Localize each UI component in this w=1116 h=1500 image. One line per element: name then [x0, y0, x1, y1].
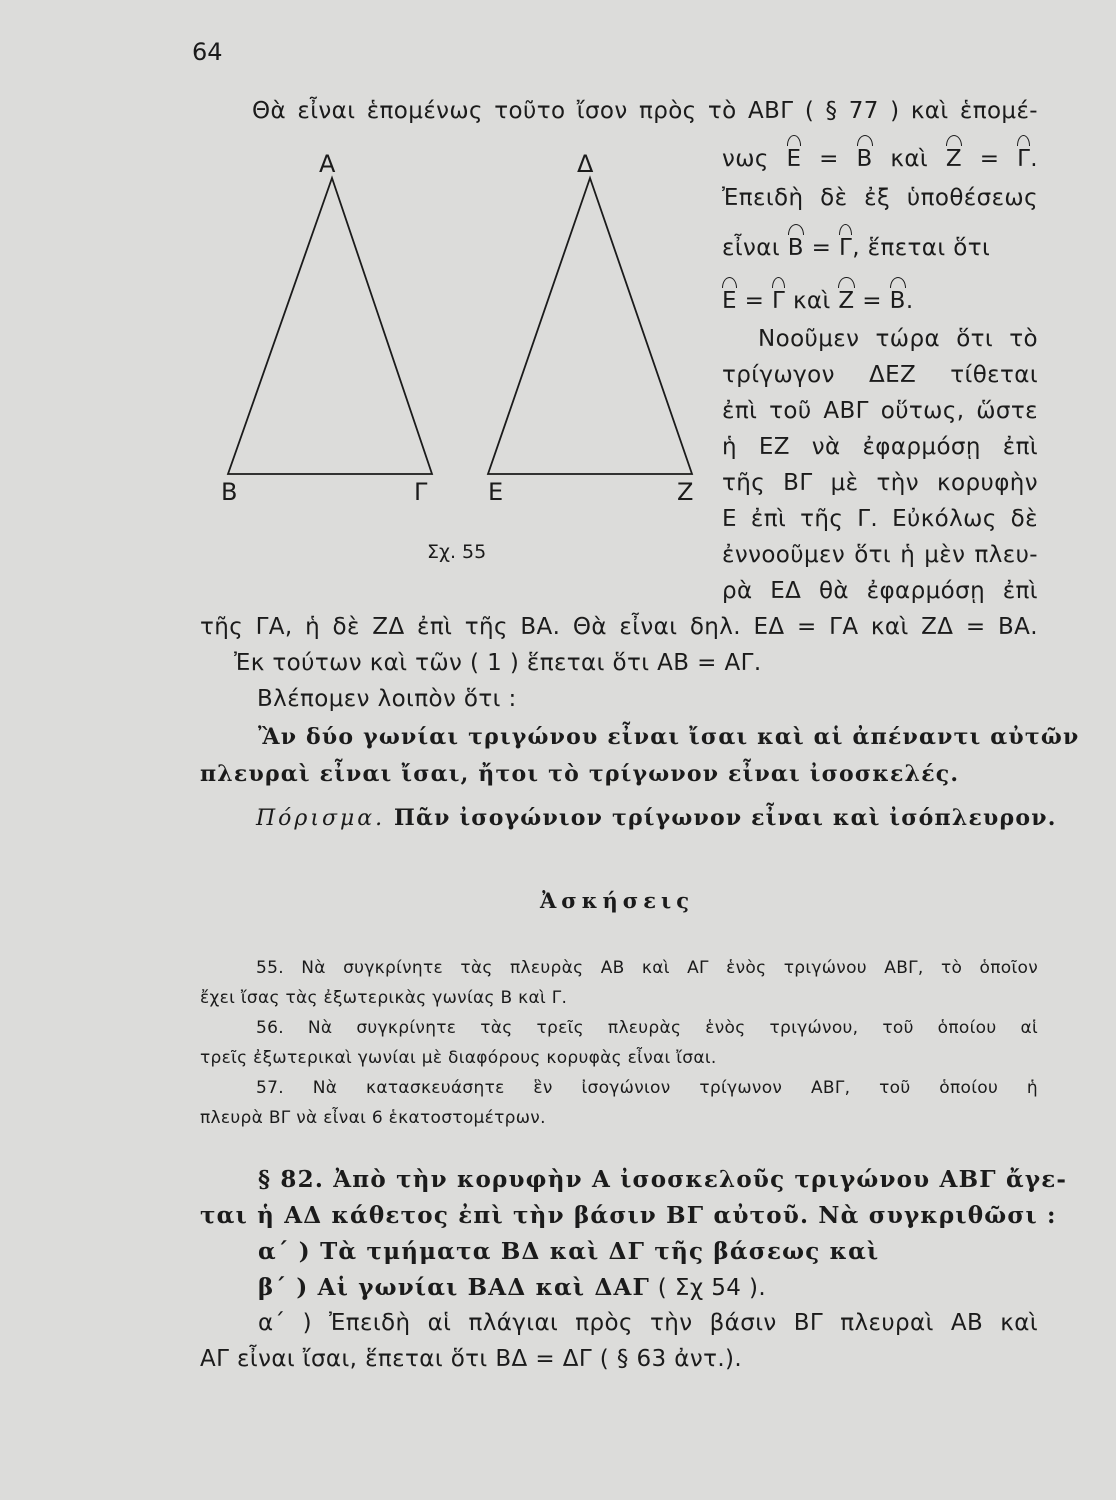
vertex-label-B: Β: [221, 478, 238, 506]
text-line-2: νως Ε = Β καὶ Ζ = Γ.: [722, 146, 1039, 172]
text-line-3: Ἐπειδὴ δὲ ἐξ ὑποθέσεως: [722, 185, 1038, 211]
section-82-item-a: α΄ ) Τὰ τμήματα ΒΔ καὶ ΔΓ τῆς βάσεως καὶ: [258, 1238, 880, 1265]
proof-line-1: α΄ ) Ἐπειδὴ αἱ πλάγιαι πρὸς τὴν βάσιν ΒΓ πλευραὶ ΑΒ καὶ: [258, 1310, 1038, 1336]
text-line-12: ἐννοοῦμεν ὅτι ἡ μὲν πλευ-: [722, 542, 1038, 568]
triangle-ABG: [228, 178, 432, 474]
page-number: 64: [192, 38, 223, 66]
angle-arc-B: Β: [856, 146, 873, 172]
corollary-label: Πόρισμα.: [256, 806, 386, 831]
angle-arc-Z3: Ζ: [838, 288, 855, 314]
angle-arc-G3: Γ: [772, 288, 786, 314]
text-line-9: ἡ ΕΖ νὰ ἐφαρμόσῃ ἐπὶ: [722, 434, 1038, 460]
angle-arc-Z: Ζ: [945, 146, 962, 172]
text-line-10: τῆς ΒΓ μὲ τὴν κορυφὴν: [722, 470, 1038, 496]
text-line-15: Ἐκ τούτων καὶ τῶν ( 1 ) ἕπεται ὅτι ΑΒ = ΑΓ.: [234, 650, 762, 676]
vertex-label-E: Ε: [488, 478, 504, 506]
section-82-item-b: β΄ ) Αἱ γωνίαι ΒΑΔ καὶ ΔΑΓ ( Σχ 54 ).: [258, 1274, 767, 1301]
proof-line-2: ΑΓ εἶναι ἴσαι, ἕπεται ὅτι ΒΔ = ΔΓ ( § 63 ἀντ.).: [200, 1346, 743, 1372]
text-line-6: Νοοῦμεν τώρα ὅτι τὸ: [758, 326, 1038, 352]
corollary-text: Πᾶν ἰσογώνιον τρίγωνον εἶναι καὶ ἰσόπλευρον.: [385, 805, 1057, 831]
exercise-55-line-1: 55. Νὰ συγκρίνητε τὰς πλευρὰς ΑΒ καὶ ΑΓ ἑνὸς τριγώνου ΑΒΓ, τὸ ὁποῖον: [256, 958, 1038, 978]
text-line-5: Ε = Γ καὶ Ζ = Β.: [722, 288, 914, 314]
text-line-8: ἐπὶ τοῦ ΑΒΓ οὕτως, ὥστε: [722, 398, 1038, 424]
text-line-7: τρίγωγον ΔΕΖ τίθεται: [722, 362, 1038, 388]
exercises-heading: Ἀσκήσεις: [540, 888, 694, 913]
corollary-line: [256, 805, 1057, 831]
vertex-label-Z: Ζ: [677, 478, 694, 506]
text-line-4: εἶναι Β = Γ, ἕπεται ὅτι: [722, 235, 991, 261]
exercise-56-line-2: τρεῖς ἐξωτερικαὶ γωνίαι μὲ διαφόρους κορυφὰς εἶναι ἴσαι.: [200, 1048, 717, 1068]
angle-arc-B3: Β: [889, 288, 906, 314]
vertex-label-G: Γ: [414, 478, 428, 506]
text-line-14: τῆς ΓΑ, ἡ δὲ ΖΔ ἐπὶ τῆς ΒΑ. Θὰ εἶναι δηλ. ΕΔ = ΓΑ καὶ ΖΔ = ΒΑ.: [200, 614, 1038, 640]
exercise-57-line-1: 57. Νὰ κατασκευάσητε ἓν ἰσογώνιον τρίγωνον ΑΒΓ, τοῦ ὁποίου ἡ: [256, 1078, 1038, 1098]
angle-arc-E3: Ε: [722, 288, 737, 314]
exercise-57-line-2: πλευρὰ ΒΓ νὰ εἶναι 6 ἑκατοστομέτρων.: [200, 1108, 546, 1128]
vertex-label-D: Δ: [577, 150, 594, 178]
angle-arc-G2: Γ: [839, 235, 853, 261]
exercise-56-line-1: 56. Νὰ συγκρίνητε τὰς τρεῖς πλευρὰς ἑνὸς τριγώνου, τοῦ ὁποίου αἱ: [256, 1018, 1038, 1038]
text-line-11: Ε ἐπὶ τῆς Γ. Εὐκόλως δὲ: [722, 506, 1038, 532]
angle-arc-B2: Β: [787, 235, 804, 261]
theorem-line-1: Ἂν δύο γωνίαι τριγώνου εἶναι ἴσαι καὶ αἱ ἀπέναντι αὐτῶν: [258, 724, 1080, 750]
exercise-55-line-2: ἔχει ἴσας τὰς ἐξωτερικὰς γωνίας Β καὶ Γ.: [200, 988, 568, 1008]
angle-arc-G: Γ: [1017, 146, 1031, 172]
vertex-label-A: Α: [319, 150, 336, 178]
text-line-16: Βλέπομεν λοιπὸν ὅτι :: [257, 686, 517, 712]
theorem-line-2: πλευραὶ εἶναι ἴσαι, ἤτοι τὸ τρίγωνον εἶναι ἰσοσκελές.: [200, 761, 960, 787]
section-82-line-1: § 82. Ἀπὸ τὴν κορυφὴν Α ἰσοσκελοῦς τριγώνου ΑΒΓ ἄγε-: [258, 1166, 1068, 1193]
angle-arc-E: Ε: [786, 146, 802, 172]
figure-caption: Σχ. 55: [427, 541, 487, 563]
text-line-13: ρὰ ΕΔ θὰ ἐφαρμόσῃ ἐπὶ: [722, 578, 1038, 604]
text-line-1: Θὰ εἶναι ἑπομένως τοῦτο ἴσον πρὸς τὸ ΑΒΓ ( § 77 ) καὶ ἑπομέ-: [252, 98, 1038, 124]
triangle-DEZ: [488, 178, 692, 474]
section-82-line-2: ται ἡ ΑΔ κάθετος ἐπὶ τὴν βάσιν ΒΓ αὐτοῦ. Νὰ συγκριθῶσι :: [200, 1202, 1057, 1229]
